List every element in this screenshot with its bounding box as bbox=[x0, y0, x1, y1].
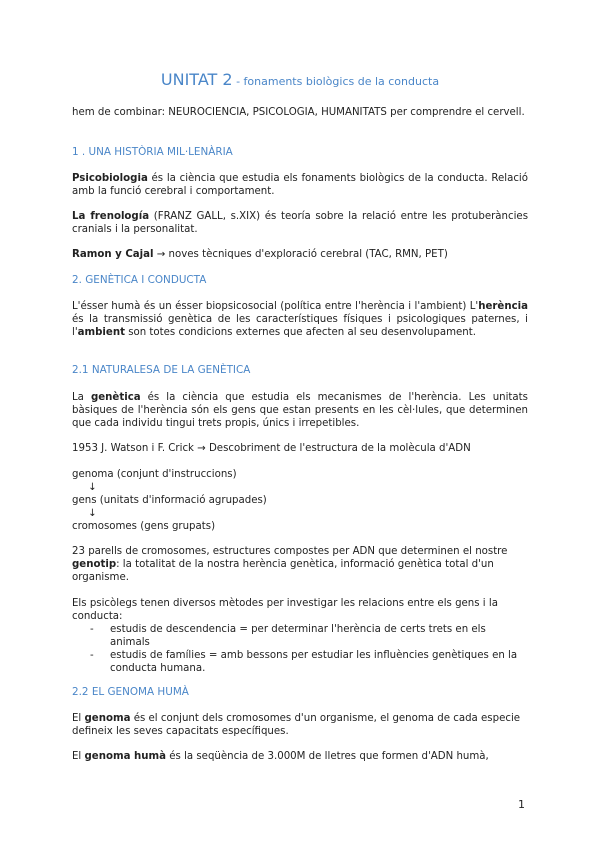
frenologia-paragraph bbox=[72, 210, 528, 236]
title-main: UNITAT 2 bbox=[160, 70, 233, 89]
text-segment: son totes condicions externes que afecten al seu desenvolupament. bbox=[124, 327, 476, 338]
chain-gens: gens (unitats d'informació agrupades) bbox=[72, 495, 267, 506]
intro-paragraph: hem de combinar: NEUROCIENCIA, PSICOLOGIA, HUMANITATS per comprendre el cervell. bbox=[72, 107, 525, 118]
section-heading-2-2: 2.2 EL GENOMA HUMÀ bbox=[72, 686, 189, 698]
section-heading-2-1: 2.1 NATURALESA DE LA GENÈTICA bbox=[72, 364, 251, 376]
genoma-paragraph bbox=[72, 712, 528, 738]
term-herencia: herència bbox=[478, 301, 528, 312]
text-segment: 23 parells de cromosomes, estructures compostes per ADN que determinen el nostre bbox=[72, 546, 508, 557]
term-genotip: genotip bbox=[72, 559, 117, 570]
genoma-huma-paragraph bbox=[72, 750, 528, 763]
text-segment: : la totalitat de la nostra herència genètica, informació genètica total d'un organisme. bbox=[72, 559, 494, 583]
methods-intro: Els psicòlegs tenen diversos mètodes per investigar les relacions entre els gens i la conducta: bbox=[72, 598, 498, 622]
cajal-paragraph bbox=[72, 248, 528, 261]
watson-crick-line: 1953 J. Watson i F. Crick → Descobriment de l'estructura de la molècula d'ADN bbox=[72, 443, 471, 454]
psicobiologia-text: és la ciència que estudia els fonaments biològics de la conducta. Relació amb la funció cerebral i comportament. bbox=[72, 173, 528, 197]
term-psicobiologia: Psicobiologia bbox=[72, 173, 148, 184]
section-heading-1: 1 . UNA HISTÒRIA MIL·LENÀRIA bbox=[72, 146, 233, 158]
psicobiologia-paragraph bbox=[72, 172, 528, 198]
list-item: - estudis de descendencia = per determinar l'herència de certs trets en els animals bbox=[72, 623, 528, 649]
cajal-text: → noves tècniques d'exploració cerebral (TAC, RMN, PET) bbox=[153, 249, 448, 260]
list-item: - estudis de famílies = amb bessons per estudiar les influències genètiques en la conducta humana. bbox=[72, 649, 528, 675]
term-genoma: genoma bbox=[84, 713, 131, 724]
term-genoma-huma: genoma humà bbox=[84, 751, 167, 762]
frenologia-text: (FRANZ GALL, s.XIX) és teoría sobre la relació entre les protuberàncies cranials i la personalitat. bbox=[72, 211, 529, 235]
chain-arrow-down-icon: ↓ bbox=[88, 482, 97, 493]
term-genetica: genètica bbox=[90, 392, 141, 403]
genome-chain bbox=[72, 468, 528, 533]
term-frenologia: La frenología bbox=[72, 211, 150, 222]
page-title bbox=[72, 70, 528, 89]
text-segment: L'ésser humà és un ésser biopsicosocial (política entre l'herència i l'ambient) L' bbox=[72, 301, 479, 312]
genetica-paragraph bbox=[72, 391, 528, 430]
text-segment: és la transmissió genètica de les característiques físiques i psicologiques paternes, i l' bbox=[72, 314, 528, 338]
chain-cromosomes: cromosomes (gens grupats) bbox=[72, 521, 216, 532]
text-segment: El bbox=[72, 713, 85, 724]
term-cajal: Ramon y Cajal bbox=[72, 249, 154, 260]
text-segment: és el conjunt dels cromosomes d'un organisme, el genoma de cada especie defineix les seves capacitats específiques. bbox=[72, 713, 521, 737]
text-segment: El bbox=[72, 751, 85, 762]
term-ambient: ambient bbox=[77, 327, 125, 338]
biopsicosocial-paragraph bbox=[72, 300, 528, 339]
text-segment: és la ciència que estudia els mecanismes de l'herència. Les unitats bàsiques de l'herència són els gens que estan presents en les cèl·lules, que determinen que cada individu tingui trets propis, únics i irrepetibles. bbox=[72, 392, 528, 429]
cromosomes-paragraph bbox=[72, 545, 528, 584]
text-segment: La bbox=[72, 392, 91, 403]
chain-arrow-down-icon: ↓ bbox=[88, 508, 97, 519]
section-heading-2: 2. GENÈTICA I CONDUCTA bbox=[72, 274, 207, 286]
title-subtitle: - fonaments biològics de la conducta bbox=[232, 75, 440, 88]
page-number: 1 bbox=[518, 798, 525, 811]
methods-list bbox=[72, 623, 528, 675]
text-segment: és la seqüència de 3.000M de lletres que formen d'ADN humà, bbox=[166, 751, 489, 762]
chain-genoma: genoma (conjunt d'instruccions) bbox=[72, 469, 237, 480]
